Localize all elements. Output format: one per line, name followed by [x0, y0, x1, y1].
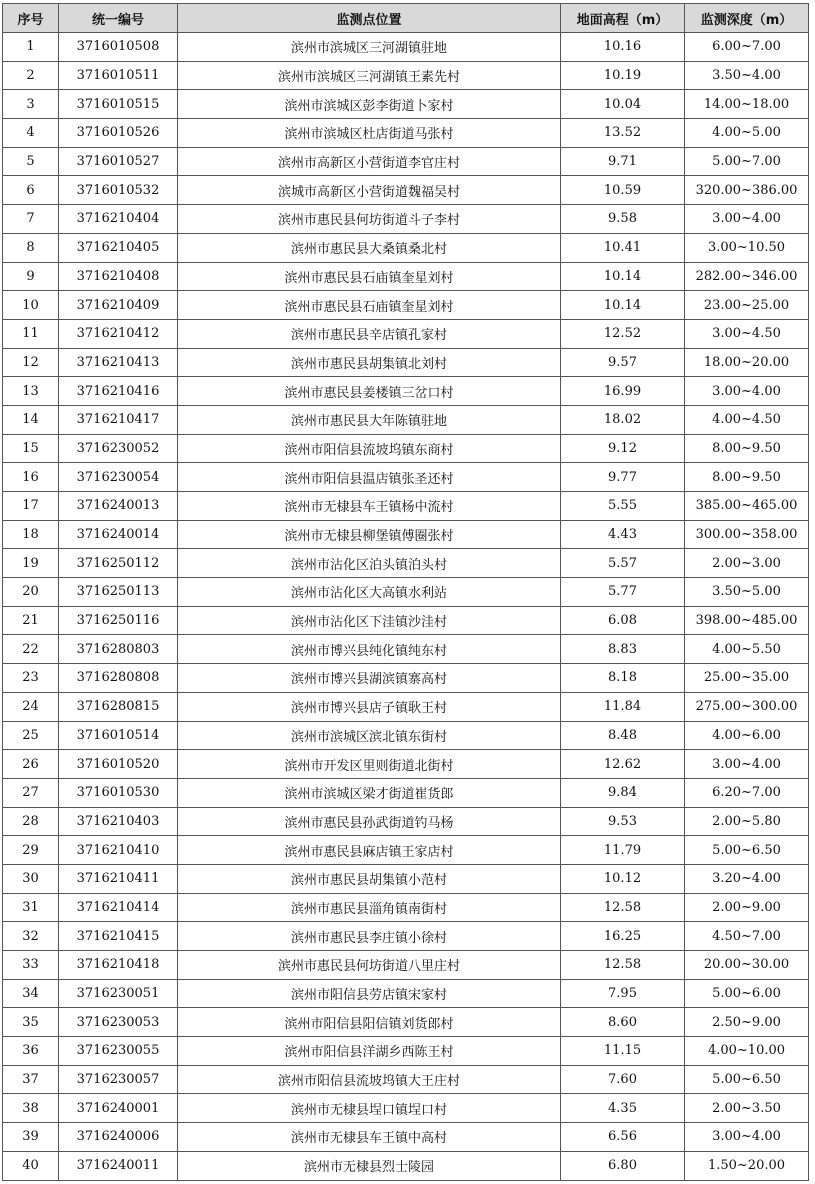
- header-location: 监测点位置: [178, 4, 561, 33]
- cell-location: 滨州市惠民县石庙镇奎星刘村: [178, 262, 561, 291]
- table-row: [3, 463, 809, 492]
- table-row: [3, 1065, 809, 1094]
- table-row: [3, 291, 809, 320]
- cell-depth: 5.00~6.50: [685, 1065, 809, 1094]
- cell-elevation: 7.95: [561, 979, 685, 1008]
- cell-depth: 4.50~7.00: [685, 922, 809, 951]
- cell-depth: 2.00~3.00: [685, 549, 809, 578]
- table-row: [3, 119, 809, 148]
- cell-elevation: 8.48: [561, 721, 685, 750]
- cell-location: 滨州市惠民县淄角镇南街村: [178, 893, 561, 922]
- cell-elevation: 12.58: [561, 951, 685, 980]
- cell-elevation: 4.43: [561, 520, 685, 549]
- cell-unified-id: 3716230055: [59, 1037, 178, 1066]
- cell-depth: 18.00~20.00: [685, 348, 809, 377]
- cell-depth: 23.00~25.00: [685, 291, 809, 320]
- cell-depth: 4.00~6.00: [685, 721, 809, 750]
- cell-elevation: 10.19: [561, 61, 685, 90]
- cell-index: 18: [3, 520, 59, 549]
- cell-location: 滨州市惠民县辛店镇孔家村: [178, 319, 561, 348]
- cell-location: 滨州市惠民县李庄镇小徐村: [178, 922, 561, 951]
- cell-location: 滨州市阳信县劳店镇宋家村: [178, 979, 561, 1008]
- cell-elevation: 10.41: [561, 233, 685, 262]
- cell-index: 35: [3, 1008, 59, 1037]
- cell-index: 25: [3, 721, 59, 750]
- cell-index: 38: [3, 1094, 59, 1123]
- cell-location: 滨州市开发区里则街道北街村: [178, 750, 561, 779]
- cell-location: 滨州市阳信县流坡坞镇大王庄村: [178, 1065, 561, 1094]
- table-row: [3, 176, 809, 205]
- cell-depth: 3.00~4.00: [685, 377, 809, 406]
- cell-depth: 3.50~5.00: [685, 578, 809, 607]
- monitoring-points-table: [2, 3, 809, 1181]
- cell-index: 6: [3, 176, 59, 205]
- cell-elevation: 8.60: [561, 1008, 685, 1037]
- table-row: [3, 836, 809, 865]
- cell-depth: 8.00~9.50: [685, 434, 809, 463]
- cell-index: 17: [3, 492, 59, 521]
- cell-index: 10: [3, 291, 59, 320]
- cell-unified-id: 3716250112: [59, 549, 178, 578]
- cell-unified-id: 3716230051: [59, 979, 178, 1008]
- cell-location: 滨州市惠民县何坊街道斗子李村: [178, 205, 561, 234]
- table-row: [3, 319, 809, 348]
- cell-depth: 5.00~6.50: [685, 836, 809, 865]
- table-row: [3, 721, 809, 750]
- table-row: [3, 922, 809, 951]
- table-row: [3, 61, 809, 90]
- cell-index: 2: [3, 61, 59, 90]
- cell-elevation: 9.53: [561, 807, 685, 836]
- cell-location: 滨州市惠民县姜楼镇三岔口村: [178, 377, 561, 406]
- cell-location: 滨州市滨城区三河湖镇王素先村: [178, 61, 561, 90]
- cell-elevation: 6.08: [561, 606, 685, 635]
- cell-elevation: 12.62: [561, 750, 685, 779]
- cell-location: 滨州市阳信县阳信镇刘货郎村: [178, 1008, 561, 1037]
- cell-index: 22: [3, 635, 59, 664]
- cell-elevation: 10.59: [561, 176, 685, 205]
- table-row: [3, 606, 809, 635]
- cell-unified-id: 3716210415: [59, 922, 178, 951]
- cell-location: 滨州市滨城区梁才街道崔货郎: [178, 778, 561, 807]
- cell-location: 滨州市沾化区下洼镇沙洼村: [178, 606, 561, 635]
- cell-index: 36: [3, 1037, 59, 1066]
- cell-index: 21: [3, 606, 59, 635]
- cell-unified-id: 3716010526: [59, 119, 178, 148]
- cell-unified-id: 3716210413: [59, 348, 178, 377]
- cell-elevation: 9.71: [561, 147, 685, 176]
- table-row: [3, 377, 809, 406]
- cell-location: 滨州市惠民县胡集镇小范村: [178, 864, 561, 893]
- cell-location: 滨州市滨城区滨北镇东街村: [178, 721, 561, 750]
- cell-elevation: 9.84: [561, 778, 685, 807]
- table-row: [3, 1008, 809, 1037]
- cell-unified-id: 3716010532: [59, 176, 178, 205]
- cell-unified-id: 3716240014: [59, 520, 178, 549]
- cell-elevation: 16.25: [561, 922, 685, 951]
- cell-depth: 3.00~4.00: [685, 1123, 809, 1152]
- table-row: [3, 1123, 809, 1152]
- table-row: [3, 1094, 809, 1123]
- cell-unified-id: 3716240001: [59, 1094, 178, 1123]
- cell-location: 滨州市惠民县大桑镇桑北村: [178, 233, 561, 262]
- table-row: [3, 778, 809, 807]
- cell-elevation: 8.83: [561, 635, 685, 664]
- table-row: [3, 664, 809, 693]
- cell-location: 滨州市博兴县湖滨镇寨高村: [178, 664, 561, 693]
- cell-unified-id: 3716240013: [59, 492, 178, 521]
- cell-depth: 1.50~20.00: [685, 1151, 809, 1180]
- cell-unified-id: 3716250113: [59, 578, 178, 607]
- cell-unified-id: 3716010514: [59, 721, 178, 750]
- cell-index: 1: [3, 33, 59, 62]
- cell-elevation: 10.14: [561, 262, 685, 291]
- cell-elevation: 10.04: [561, 90, 685, 119]
- cell-unified-id: 3716210410: [59, 836, 178, 865]
- table-row: [3, 233, 809, 262]
- cell-elevation: 9.58: [561, 205, 685, 234]
- cell-unified-id: 3716210411: [59, 864, 178, 893]
- cell-location: 滨州市惠民县大年陈镇驻地: [178, 405, 561, 434]
- cell-index: 3: [3, 90, 59, 119]
- table-row: [3, 549, 809, 578]
- cell-location: 滨州市阳信县洋湖乡西陈王村: [178, 1037, 561, 1066]
- cell-depth: 3.20~4.00: [685, 864, 809, 893]
- document-page: [0, 3, 809, 1181]
- cell-elevation: 12.52: [561, 319, 685, 348]
- cell-depth: 5.00~6.00: [685, 979, 809, 1008]
- header-depth: 监测深度（m）: [685, 4, 809, 33]
- cell-index: 13: [3, 377, 59, 406]
- cell-index: 40: [3, 1151, 59, 1180]
- cell-index: 11: [3, 319, 59, 348]
- cell-depth: 4.00~4.50: [685, 405, 809, 434]
- cell-unified-id: 3716280803: [59, 635, 178, 664]
- cell-index: 19: [3, 549, 59, 578]
- cell-index: 4: [3, 119, 59, 148]
- table-row: [3, 951, 809, 980]
- table-row: [3, 348, 809, 377]
- cell-depth: 3.00~4.50: [685, 319, 809, 348]
- cell-depth: 4.00~5.50: [685, 635, 809, 664]
- cell-depth: 25.00~35.00: [685, 664, 809, 693]
- cell-unified-id: 3716010511: [59, 61, 178, 90]
- table-row: [3, 205, 809, 234]
- cell-unified-id: 3716250116: [59, 606, 178, 635]
- cell-depth: 2.00~3.50: [685, 1094, 809, 1123]
- cell-unified-id: 3716210404: [59, 205, 178, 234]
- cell-location: 滨州市惠民县胡集镇北刘村: [178, 348, 561, 377]
- cell-index: 5: [3, 147, 59, 176]
- cell-index: 23: [3, 664, 59, 693]
- cell-location: 滨州市惠民县麻店镇王家店村: [178, 836, 561, 865]
- cell-depth: 3.50~4.00: [685, 61, 809, 90]
- cell-unified-id: 3716240011: [59, 1151, 178, 1180]
- cell-depth: 2.00~5.80: [685, 807, 809, 836]
- cell-location: 滨州市阳信县流坡坞镇东商村: [178, 434, 561, 463]
- cell-index: 39: [3, 1123, 59, 1152]
- cell-unified-id: 3716210409: [59, 291, 178, 320]
- cell-depth: 398.00~485.00: [685, 606, 809, 635]
- cell-location: 滨州市无棣县烈士陵园: [178, 1151, 561, 1180]
- cell-depth: 385.00~465.00: [685, 492, 809, 521]
- cell-index: 33: [3, 951, 59, 980]
- table-row: [3, 434, 809, 463]
- cell-index: 12: [3, 348, 59, 377]
- table-row: [3, 492, 809, 521]
- cell-location: 滨州市无棣县埕口镇埕口村: [178, 1094, 561, 1123]
- table-row: [3, 635, 809, 664]
- cell-elevation: 16.99: [561, 377, 685, 406]
- cell-unified-id: 3716230052: [59, 434, 178, 463]
- table-row: [3, 692, 809, 721]
- cell-depth: 6.00~7.00: [685, 33, 809, 62]
- cell-elevation: 13.52: [561, 119, 685, 148]
- cell-unified-id: 3716010530: [59, 778, 178, 807]
- table-row: [3, 750, 809, 779]
- cell-depth: 2.50~9.00: [685, 1008, 809, 1037]
- table-row: [3, 1151, 809, 1180]
- cell-index: 16: [3, 463, 59, 492]
- header-index: 序号: [3, 4, 59, 33]
- header-unified-id: 统一编号: [59, 4, 178, 33]
- cell-unified-id: 3716210412: [59, 319, 178, 348]
- table-row: [3, 33, 809, 62]
- cell-index: 34: [3, 979, 59, 1008]
- cell-depth: 14.00~18.00: [685, 90, 809, 119]
- cell-elevation: 5.77: [561, 578, 685, 607]
- cell-location: 滨州市高新区小营街道李官庄村: [178, 147, 561, 176]
- cell-index: 9: [3, 262, 59, 291]
- cell-index: 20: [3, 578, 59, 607]
- cell-location: 滨州市滨城区三河湖镇驻地: [178, 33, 561, 62]
- cell-unified-id: 3716230057: [59, 1065, 178, 1094]
- cell-depth: 8.00~9.50: [685, 463, 809, 492]
- table-row: [3, 405, 809, 434]
- cell-location: 滨州市沾化区泊头镇泊头村: [178, 549, 561, 578]
- cell-unified-id: 3716210405: [59, 233, 178, 262]
- cell-index: 28: [3, 807, 59, 836]
- table-row: [3, 864, 809, 893]
- cell-unified-id: 3716210408: [59, 262, 178, 291]
- table-row: [3, 893, 809, 922]
- cell-depth: 320.00~386.00: [685, 176, 809, 205]
- cell-location: 滨城市高新区小营街道魏福吴村: [178, 176, 561, 205]
- cell-elevation: 9.12: [561, 434, 685, 463]
- cell-unified-id: 3716280808: [59, 664, 178, 693]
- cell-elevation: 9.57: [561, 348, 685, 377]
- cell-location: 滨州市滨城区彭李街道卜家村: [178, 90, 561, 119]
- cell-depth: 3.00~4.00: [685, 750, 809, 779]
- cell-location: 滨州市惠民县孙武街道钓马杨: [178, 807, 561, 836]
- cell-elevation: 10.12: [561, 864, 685, 893]
- cell-unified-id: 3716210403: [59, 807, 178, 836]
- header-elevation: 地面高程（m）: [561, 4, 685, 33]
- cell-elevation: 11.84: [561, 692, 685, 721]
- table-row: [3, 807, 809, 836]
- cell-unified-id: 3716210416: [59, 377, 178, 406]
- cell-index: 24: [3, 692, 59, 721]
- cell-unified-id: 3716240006: [59, 1123, 178, 1152]
- cell-elevation: 4.35: [561, 1094, 685, 1123]
- cell-elevation: 18.02: [561, 405, 685, 434]
- table-row: [3, 578, 809, 607]
- cell-location: 滨州市博兴县店子镇耿王村: [178, 692, 561, 721]
- cell-index: 27: [3, 778, 59, 807]
- cell-elevation: 12.58: [561, 893, 685, 922]
- cell-index: 8: [3, 233, 59, 262]
- cell-elevation: 9.77: [561, 463, 685, 492]
- table-row: [3, 262, 809, 291]
- cell-elevation: 6.80: [561, 1151, 685, 1180]
- cell-unified-id: 3716010520: [59, 750, 178, 779]
- cell-location: 滨州市阳信县温店镇张圣还村: [178, 463, 561, 492]
- table-body: [3, 33, 809, 1181]
- cell-elevation: 11.15: [561, 1037, 685, 1066]
- cell-index: 37: [3, 1065, 59, 1094]
- cell-depth: 3.00~10.50: [685, 233, 809, 262]
- cell-index: 26: [3, 750, 59, 779]
- cell-location: 滨州市惠民县石庙镇奎星刘村: [178, 291, 561, 320]
- cell-elevation: 11.79: [561, 836, 685, 865]
- cell-depth: 282.00~346.00: [685, 262, 809, 291]
- cell-depth: 300.00~358.00: [685, 520, 809, 549]
- table-row: [3, 90, 809, 119]
- table-row: [3, 520, 809, 549]
- cell-elevation: 7.60: [561, 1065, 685, 1094]
- cell-location: 滨州市无棣县柳堡镇傅圈张村: [178, 520, 561, 549]
- cell-unified-id: 3716210414: [59, 893, 178, 922]
- cell-location: 滨州市无棣县车王镇中高村: [178, 1123, 561, 1152]
- cell-depth: 6.20~7.00: [685, 778, 809, 807]
- cell-elevation: 6.56: [561, 1123, 685, 1152]
- cell-unified-id: 3716210417: [59, 405, 178, 434]
- cell-location: 滨州市滨城区杜店街道马张村: [178, 119, 561, 148]
- cell-depth: 3.00~4.00: [685, 205, 809, 234]
- cell-unified-id: 3716280815: [59, 692, 178, 721]
- cell-unified-id: 3716230054: [59, 463, 178, 492]
- cell-depth: 4.00~5.00: [685, 119, 809, 148]
- cell-unified-id: 3716210418: [59, 951, 178, 980]
- cell-elevation: 5.57: [561, 549, 685, 578]
- cell-location: 滨州市博兴县纯化镇纯东村: [178, 635, 561, 664]
- cell-unified-id: 3716010508: [59, 33, 178, 62]
- cell-elevation: 5.55: [561, 492, 685, 521]
- cell-unified-id: 3716010515: [59, 90, 178, 119]
- table-row: [3, 147, 809, 176]
- cell-elevation: 8.18: [561, 664, 685, 693]
- cell-index: 15: [3, 434, 59, 463]
- cell-index: 31: [3, 893, 59, 922]
- cell-depth: 4.00~10.00: [685, 1037, 809, 1066]
- cell-location: 滨州市惠民县何坊街道八里庄村: [178, 951, 561, 980]
- cell-index: 32: [3, 922, 59, 951]
- cell-location: 滨州市沾化区大高镇水利站: [178, 578, 561, 607]
- cell-location: 滨州市无棣县车王镇杨中流村: [178, 492, 561, 521]
- cell-elevation: 10.16: [561, 33, 685, 62]
- cell-depth: 20.00~30.00: [685, 951, 809, 980]
- table-header-row: [3, 4, 809, 33]
- cell-index: 29: [3, 836, 59, 865]
- cell-unified-id: 3716010527: [59, 147, 178, 176]
- cell-elevation: 10.14: [561, 291, 685, 320]
- table-row: [3, 1037, 809, 1066]
- cell-index: 30: [3, 864, 59, 893]
- cell-depth: 5.00~7.00: [685, 147, 809, 176]
- cell-depth: 275.00~300.00: [685, 692, 809, 721]
- cell-index: 7: [3, 205, 59, 234]
- cell-unified-id: 3716230053: [59, 1008, 178, 1037]
- cell-depth: 2.00~9.00: [685, 893, 809, 922]
- cell-index: 14: [3, 405, 59, 434]
- table-row: [3, 979, 809, 1008]
